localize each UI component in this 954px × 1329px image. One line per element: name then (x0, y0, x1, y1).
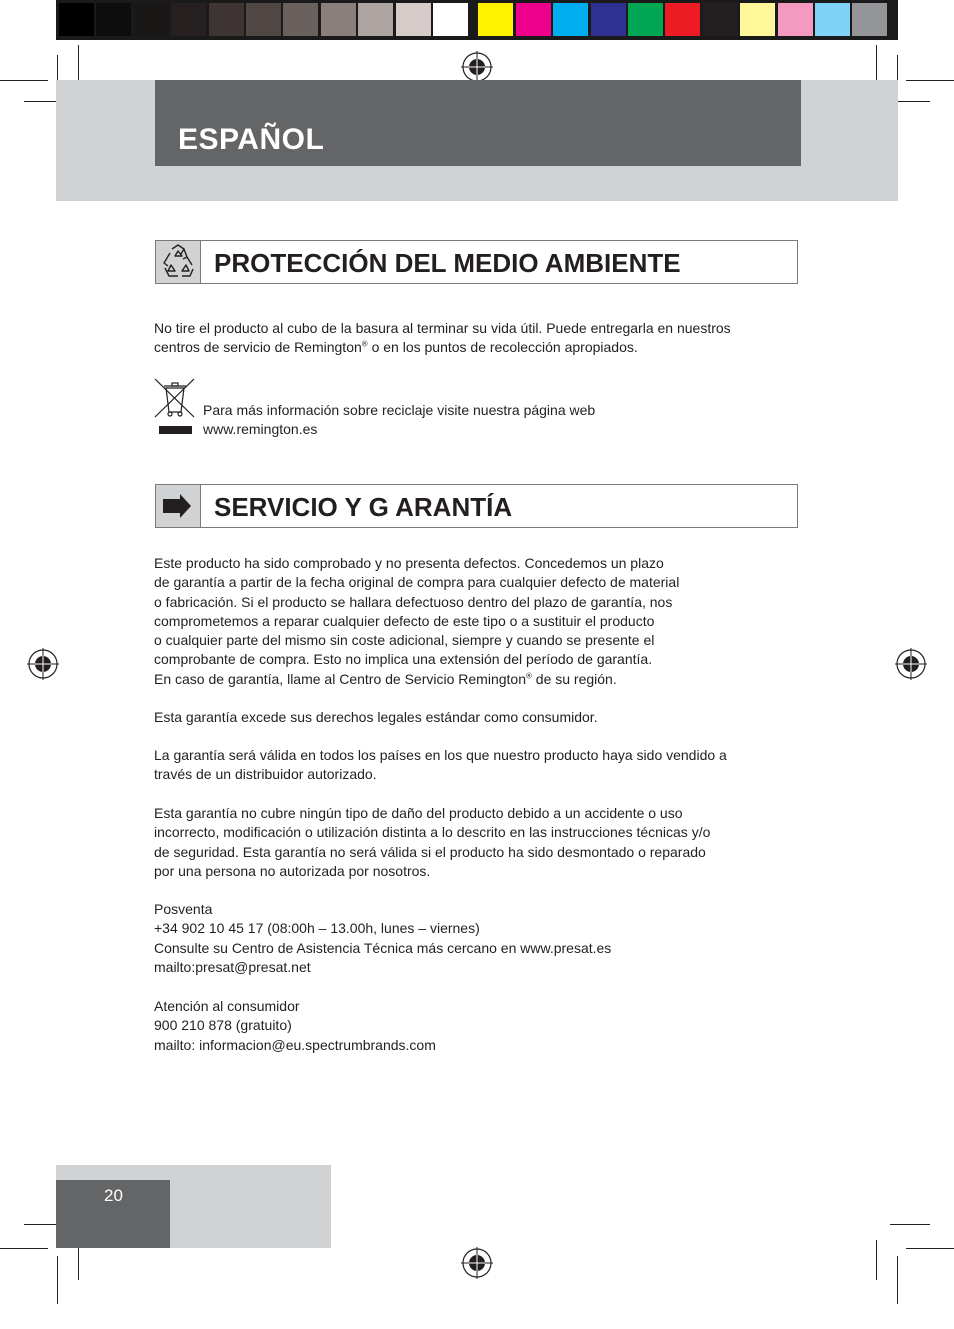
color-swatch (96, 3, 131, 36)
section-title: PROTECCIÓN DEL MEDIO AMBIENTE (214, 248, 681, 278)
recycling-info: Para más información sobre reciclaje visite nuestra página web www.remington.es (203, 402, 596, 438)
color-swatch (703, 3, 738, 36)
registration-mark-icon (460, 1246, 494, 1280)
environment-paragraph: No tire el producto al cubo de la basura al terminar su vida útil. Puede entregarla en nuestros centros de servicio de Remington® o en los puntos de recolección apropiados. (154, 320, 731, 356)
section-header-environment (155, 240, 798, 284)
color-swatch (433, 3, 468, 36)
color-swatch (358, 3, 393, 36)
color-swatch (815, 3, 850, 36)
color-swatch (665, 3, 700, 36)
warranty-paragraph-3: La garantía será válida en todos los países en los que nuestro producto haya sido vendido a través de un distribuidor autorizado. (154, 747, 727, 783)
service-contact: Posventa +34 902 10 45 17 (08:00h – 13.00h, lunes – viernes) Consulte su Centro de Asistencia Técnica más cercano en www.presat.es mailto:presat@presat.net (154, 901, 612, 975)
color-calibration-bar (56, 0, 898, 40)
page-title: ESPAÑOL (178, 123, 325, 156)
page-number: 20 (104, 1186, 123, 1205)
warranty-paragraph-1: Este producto ha sido comprobado y no presenta defectos. Concedemos un plazo de garantía a partir de la fecha original de compra para cualquier defecto de material o fabricación. Si el producto se hallara defectuoso dentro del plazo de garantía, nos comprometemos a reparar cualquier defecto de este tipo o a sustituir el producto o cualquier parte del mismo sin coste adicional, siempre y cuando se presente el comprobante de compra. Esto no implica una extensión del período de garantía. En caso de garantía, llame al Centro de Servicio Remington® de su región. (154, 555, 680, 687)
consumer-contact: Atención al consumidor 900 210 878 (gratuito) mailto: informacion@eu.spectrumbrands.com (154, 998, 436, 1053)
color-swatch (591, 3, 626, 36)
color-swatch (516, 3, 551, 36)
color-swatch (396, 3, 431, 36)
color-swatch (478, 3, 513, 36)
color-swatch (628, 3, 663, 36)
registration-mark-icon (460, 50, 494, 84)
section-header-warranty (155, 484, 798, 528)
registration-mark-icon (894, 647, 928, 681)
color-swatch (171, 3, 206, 36)
arrow-right-icon (156, 485, 201, 527)
registration-mark-icon (26, 647, 60, 681)
color-swatch (59, 3, 94, 36)
color-swatch (134, 3, 169, 36)
color-swatch (852, 3, 887, 36)
color-swatch (246, 3, 281, 36)
color-swatch (778, 3, 813, 36)
color-swatch (321, 3, 356, 36)
color-swatch (740, 3, 775, 36)
color-swatch (553, 3, 588, 36)
warranty-paragraph-2: Esta garantía excede sus derechos legales estándar como consumidor. (154, 709, 598, 725)
section-title: SERVICIO Y G ARANTÍA (214, 492, 513, 522)
crossed-bin-icon (154, 378, 196, 438)
color-swatch (209, 3, 244, 36)
recycle-icon (156, 241, 201, 283)
warranty-paragraph-4: Esta garantía no cubre ningún tipo de daño del producto debido a un accidente o uso incorrecto, modificación o utilización distinta a lo descrito en las instrucciones técnicas y/o de seguridad. Esta garantía no será válida si el producto ha sido desmontado o reparado por una persona no autorizada por nosotros. (154, 805, 711, 879)
color-swatch (283, 3, 318, 36)
